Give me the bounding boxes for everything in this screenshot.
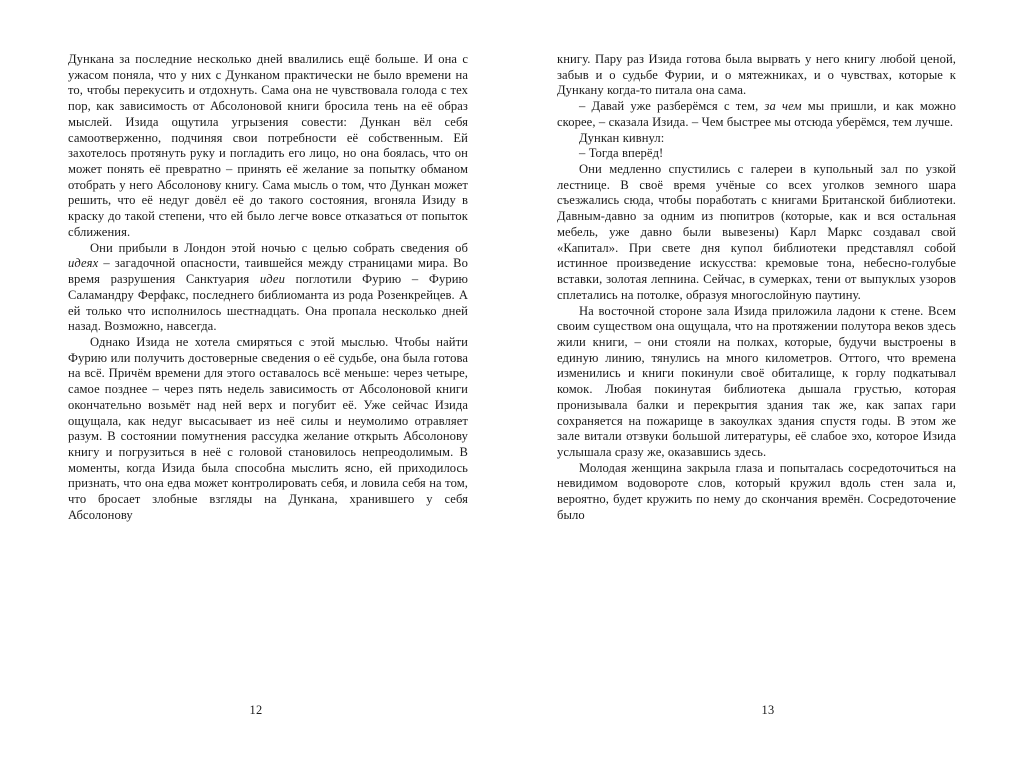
paragraph: Они прибыли в Лондон этой ночью с целью собрать сведения об идеях – загадочной опасности, таившейся между страницами мира. Во время разрушения Санктуария идеи поглотили Фурию – Фурию Саламандру Ферфакс, последнего библиоманта из рода Розенкрейцев. А ей только что исполнилось шестнадцать. Она пропала несколько дней назад. Возможно, навсегда. <box>68 240 469 334</box>
emphasis-text: идеи <box>259 272 285 287</box>
paragraph: Они медленно спустились с галереи в купольный зал по узкой лестнице. В своё время учёные со всех уголков земного шара съезжались сюда, чтобы поработать с книгами Британской библиотеки. Давным-давно за одним из пюпитров (которые, как и вся остальная мебель, уже давно были вывезены) Карл Маркс создавал свой «Капитал». При свете дня купол библиотеки представлял собой истинное произведение искусства: кремовые тона, небесно-голубые вставки, золотая лепнина. Сейчас, в сумерках, тени от выпуклых узоров сплетались на потолке, образуя многослойную паутину. <box>557 162 956 302</box>
emphasis-text: идеях <box>68 256 99 271</box>
paragraph: Молодая женщина закрыла глаза и попыталась сосредоточиться на невидимом водовороте слов, который кружил вдоль стен зала и, вероятно, будет кружить по нему до скончания времён. Сосредоточение было <box>557 460 956 522</box>
page-number-left: 12 <box>249 702 263 717</box>
paragraph: – Тогда вперёд! <box>579 146 664 161</box>
paragraph: Дункана за последние несколько дней ввалились ещё больше. И она с ужасом поняла, что у них с Дунканом практически не было времени на то, чтобы перекусить и отдохнуть. Сама она не чувствовала голода с тех пор, как зависимость от Абсолоновой книги бросила тень на её образ мыслей. Изида ощутила угрызения совести: Дункан вёл себя самоотверженно, подчиняя свои потребности её собственным. Ей захотелось протянуть руку и погладить его лицо, но она боялась, что он может понять её превратно – принять её желание за попытку обманом отобрать у него Абсолонову книгу. Сама мысль о том, что Дункан может решить, что её недуг довёл её до такого состояния, вгоняла Изиду в краску до такой степени, что ей было легче вовсе отказаться от попыток сближения. <box>68 52 468 239</box>
page-number-right: 13 <box>761 702 775 717</box>
paragraph: Однако Изида не хотела смиряться с этой мыслью. Чтобы найти Фурию или получить достоверные сведения о её судьбе, она была готова на всё. Причём времени для этого оставалось всё меньше: через четыре, самое позднее – через пять недель зависимость от Абсолоновой книги окончательно возьмёт над ней верх и погубит её. Уже сейчас Изида ощущала, как недуг высасывает из неё силы и неумолимо отравляет разум. В состоянии помутнения рассудка желание открыть Абсолонову книгу и погрузиться в неё с головой становилось непреодолимым. В моменты, когда Изида была способна мыслить ясно, ей приходилось признать, что она едва может контролировать себя, и ловила себя на том, что бросает злобные взгляды на Дункана, хранившего у себя Абсолонову <box>68 334 468 522</box>
paragraph: книгу. Пару раз Изида готова была вырвать у него книгу любой ценой, забыв и о судьбе Фурии, и о мятежниках, и о чувствах, которые к Дункану когда-то питала она сама. <box>557 52 956 98</box>
left-page-textblock <box>68 52 468 524</box>
paragraph: На восточной стороне зала Изида приложила ладони к стене. Всем своим существом она ощущала, что на протяжении полутора веков здесь жили книги, – они стояли на полках, которые, будучи выстроены в единую линию, тянулись на много километров. Оттого, что времена изменились и книги покинули своё обиталище, к горлу подкатывал комок. Любая покинутая библиотека дышала грустью, которая пронизывала балки и перекрытия здания так же, как запах гари сохраняется на пожарище в закоулках здания спустя годы. В этом же зале витали отзвуки большой литературы, её слабое эхо, которое Изида услышала сразу же, оказавшись здесь. <box>557 303 956 459</box>
page-right <box>512 0 1024 759</box>
emphasis-text: за чем <box>764 99 802 114</box>
paragraph: – Давай уже разберёмся с тем, за чем мы пришли, и как можно скорее, – сказала Изида. – Чем быстрее мы отсюда уберёмся, тем лучше. <box>557 99 956 129</box>
paragraph: Дункан кивнул: <box>579 130 665 145</box>
right-page-textblock <box>557 52 956 524</box>
